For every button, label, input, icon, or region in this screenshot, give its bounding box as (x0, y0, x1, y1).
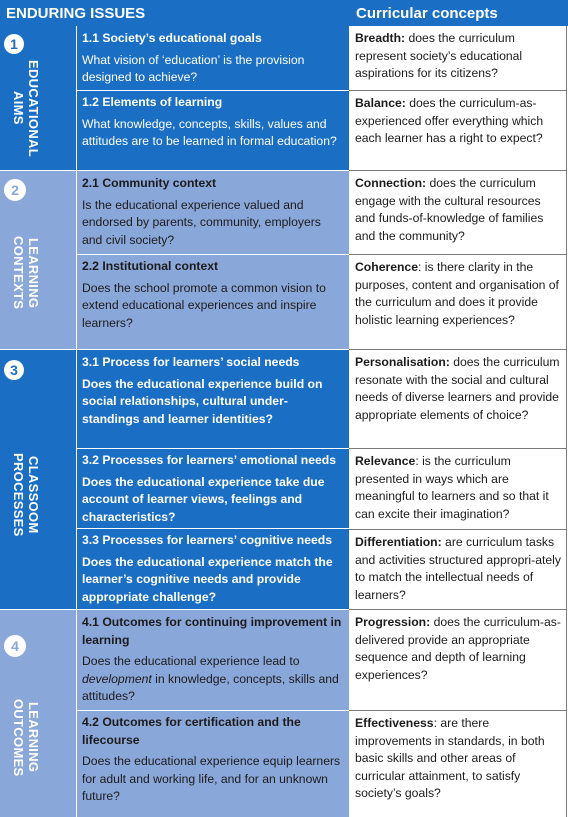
divider (76, 528, 349, 529)
issue-1-2 (76, 94, 344, 151)
group-number: 3 (4, 360, 24, 380)
group-label: LEARNING OUTCOMES (11, 698, 41, 777)
issue-title: 4.1 Outcomes for continuing improvement in learning (82, 615, 342, 647)
issue-title: 3.2 Processes for learners’ emotional needs (82, 453, 337, 467)
concept-connection (349, 171, 566, 255)
concept-term: Differentiation: (355, 535, 442, 549)
group-number: 4 (4, 635, 26, 657)
issue-title: 1.2 Elements of learning (82, 95, 223, 109)
question-emphasis: development (82, 671, 152, 686)
group-label-container (0, 197, 52, 349)
table-border (566, 26, 567, 817)
header-curricular-concepts: Curricular concepts (356, 5, 498, 22)
divider (76, 448, 349, 449)
concept-breadth (349, 26, 566, 91)
concept-term: Connection: (355, 176, 427, 190)
concept-text: : is the curriculum presented in ways which are meaningful to learners and so that it can excite their imagination? (355, 454, 549, 521)
concept-term: Coherence (355, 260, 418, 274)
concept-personalisation (349, 350, 566, 449)
concept-balance (349, 91, 566, 171)
issue-3-2 (76, 452, 344, 526)
issue-title: 4.2 Outcomes for certification and the lifecourse (82, 715, 301, 747)
concept-term: Effectiveness (355, 716, 434, 730)
divider (76, 90, 349, 91)
issue-4-2 (76, 714, 344, 806)
concept-progression (349, 610, 566, 711)
issue-title: 2.1 Community context (82, 176, 217, 190)
table-header (0, 0, 568, 26)
issue-1-1 (76, 30, 344, 87)
issue-title: 2.2 Institutional context (82, 259, 219, 273)
group-label-container (0, 46, 52, 170)
group-classroom-processes (0, 350, 349, 609)
concept-relevance (349, 449, 566, 530)
issue-title: 3.1 Process for learners’ social needs (82, 355, 300, 369)
concept-text: : is there clarity in the purposes, content and organisation of the curriculum and does it provide holistic learning experiences? (355, 260, 559, 327)
issue-question: Does the educational experience match the learner’s cognitive needs and provide appropriate challenge? (82, 554, 333, 604)
concept-text: does the curriculum engage with the cultural resources and funds-of-knowledge of families and the community? (355, 176, 544, 243)
divider (76, 710, 349, 711)
divider (76, 254, 349, 255)
concept-term: Progression: (355, 615, 431, 629)
question-part: Does the educational experience lead to (82, 654, 300, 668)
concept-text: does the curriculum represent society’s educational aspirations for its citizens? (355, 31, 523, 80)
group-label: LEARNING CONTEXTS (11, 236, 41, 310)
concept-effectiveness (349, 711, 566, 816)
concept-coherence (349, 255, 566, 350)
issue-question: Does the educational experience take due account of learner views, feelings and characteristics? (82, 474, 325, 524)
issue-question: What vision of ‘education’ is the provision designed to achieve? (82, 52, 305, 84)
issue-question: Does the educational experience equip learners for adult and working life, and for an unknown future? (82, 754, 341, 803)
issue-2-2 (76, 258, 344, 332)
group-label: EDUCATIONAL AIMS (11, 59, 41, 157)
issue-title: 3.3 Processes for learners’ cognitive needs (82, 533, 332, 547)
concept-term: Balance: (355, 96, 406, 110)
group-educational-aims (0, 26, 349, 170)
issue-2-1 (76, 175, 344, 249)
group-number: 1 (4, 34, 24, 54)
issue-4-1 (76, 614, 344, 706)
concept-text: are curriculum tasks and activities structured appropri-ately to match the intellectual needs of learners? (355, 535, 561, 602)
concept-text: : are there improvements in standards, in both basic skills and other areas of curricular attainment, to satisfy society’s goals? (355, 716, 545, 800)
group-learning-contexts (0, 171, 349, 349)
issue-3-3 (76, 532, 344, 606)
issue-3-1 (76, 354, 344, 428)
question-part: in knowledge, concepts, skills and attitudes? (82, 671, 339, 703)
group-number: 2 (4, 179, 26, 201)
issue-question: Does the school promote a common vision to extend educational experiences and inspire learners? (82, 280, 326, 330)
group-label: CLASSOOM PROCESSES (11, 452, 41, 537)
issue-title: 1.1 Society’s educational goals (82, 31, 262, 45)
concept-text: does the curriculum-as-delivered provide an appropriate sequence and depth of learning experiences? (355, 615, 561, 682)
header-enduring-issues: ENDURING ISSUES (6, 5, 146, 22)
concept-text: does the curriculum resonate with the social and cultural needs of diverse learners and provide appropriate elements of choice? (355, 355, 560, 422)
issue-question: Is the educational experience valued and endorsed by parents, community, employers and civil society? (82, 197, 321, 247)
concept-term: Relevance (355, 454, 416, 468)
issue-question: What knowledge, concepts, skills, values and attitudes are to be learned in formal education? (82, 116, 337, 148)
group-learning-outcomes (0, 610, 349, 817)
concept-differentiation (349, 530, 566, 610)
concept-term: Personalisation: (355, 355, 450, 369)
group-label-container (0, 658, 52, 817)
issue-question (82, 653, 344, 706)
concept-text: does the curriculum-as-experienced offer everything which each learner has a right to expect? (355, 96, 544, 145)
concepts-column (349, 26, 568, 817)
concept-term: Breadth: (355, 31, 406, 45)
group-label-container (0, 380, 52, 609)
issue-question: Does the educational experience build on social relationships, cultural under-standings and learner identities? (82, 376, 323, 426)
